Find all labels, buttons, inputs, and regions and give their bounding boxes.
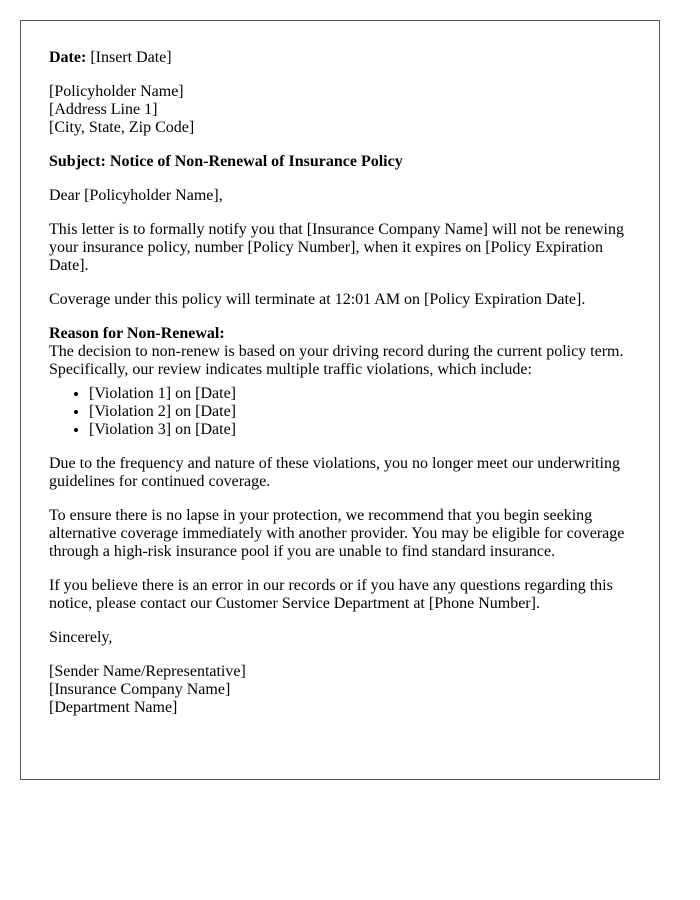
company-name: [Insurance Company Name]	[49, 681, 231, 698]
salutation: Dear [Policyholder Name],	[49, 187, 223, 204]
violations-list	[49, 385, 631, 439]
department-name: [Department Name]	[49, 699, 178, 716]
intro-paragraph: This letter is to formally notify you that [Insurance Company Name] will not be renewing your insurance policy, number [Policy Number], when it expires on [Policy Expiration Date].	[49, 221, 624, 274]
list-item: • [Violation 1] on [Date]	[89, 385, 631, 403]
list-item: • [Violation 2] on [Date]	[89, 403, 631, 421]
coverage-paragraph: Coverage under this policy will terminate at 12:01 AM on [Policy Expiration Date].	[49, 291, 586, 308]
date-line	[49, 49, 631, 67]
reason-section	[49, 325, 631, 379]
list-item: • [Violation 3] on [Date]	[89, 421, 631, 439]
signature-block	[49, 663, 631, 717]
frequency-paragraph: Due to the frequency and nature of these violations, you no longer meet our underwriting guidelines for continued coverage.	[49, 455, 620, 490]
date-label: Date:	[49, 49, 87, 66]
recipient-address-line: [Address Line 1]	[49, 101, 158, 118]
letter-page	[20, 20, 660, 780]
sender-name: [Sender Name/Representative]	[49, 663, 246, 680]
subject-line: Subject: Notice of Non-Renewal of Insurance Policy	[49, 153, 403, 170]
recommendation-paragraph: To ensure there is no lapse in your protection, we recommend that you begin seeking alternative coverage immediately with another provider. You may be eligible for coverage through a high-risk insurance pool if you are unable to find standard insurance.	[49, 507, 625, 560]
contact-paragraph: If you believe there is an error in our records or if you have any questions regarding this notice, please contact our Customer Service Department at [Phone Number].	[49, 577, 613, 612]
recipient-city-state-zip: [City, State, Zip Code]	[49, 119, 195, 136]
date-value: [Insert Date]	[86, 49, 172, 66]
recipient-address	[49, 83, 631, 137]
recipient-name: [Policyholder Name]	[49, 83, 184, 100]
reason-text: The decision to non-renew is based on your driving record during the current policy term. Specifically, our review indicates multiple traffic violations, which include:	[49, 343, 624, 378]
reason-heading: Reason for Non-Renewal:	[49, 325, 225, 342]
closing: Sincerely,	[49, 629, 113, 646]
